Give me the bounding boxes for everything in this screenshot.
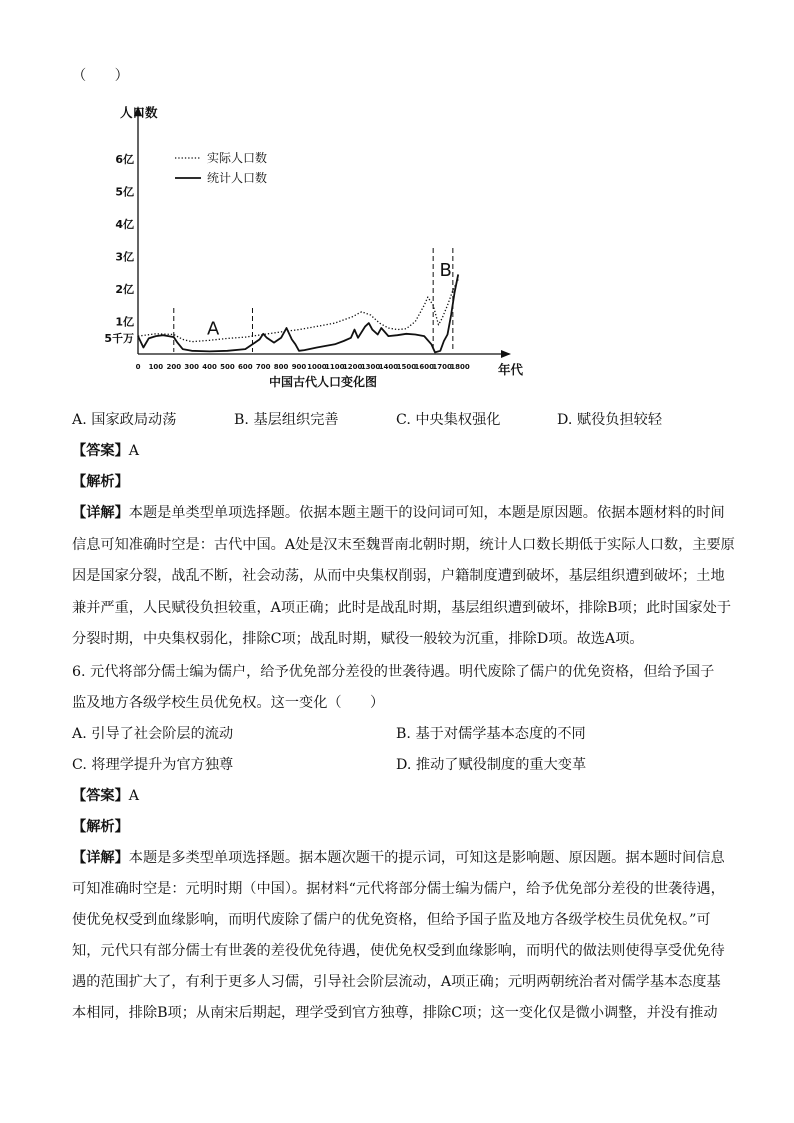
q5-analysis-line xyxy=(72,472,724,492)
x-tick-label: 700 xyxy=(255,363,271,371)
x-tick-label: 1700 xyxy=(432,363,452,371)
x-tick-label: 1600 xyxy=(414,363,434,371)
chart-title: 中国古代人口变化图 xyxy=(269,375,378,389)
chart-series xyxy=(138,260,458,352)
x-tick-label: 1300 xyxy=(360,363,381,371)
q6-answer-value: A xyxy=(128,788,140,804)
y-tick-label: 6亿 xyxy=(115,153,134,166)
chart-x-ticks xyxy=(136,363,470,371)
chart-y-axis-label: 人口数 xyxy=(120,105,158,120)
option-c: C. 中央集权强化 xyxy=(396,412,501,428)
option-b: B. 基于对儒学基本态度的不同 xyxy=(396,726,586,742)
text-line: 监及地方各级学校生员优免权。这一变化（ ） xyxy=(72,695,385,711)
option-c: C. 将理学提升为官方独尊 xyxy=(72,757,234,773)
text-line: 【详解】本题是多类型单项选择题。据本题次题干的提示词，可知这是影响题、原因题。据本题时间信息 xyxy=(72,850,725,866)
chart-legend xyxy=(175,150,267,185)
text-line: 遇的范围扩大了，有利于更多人习儒，引导社会阶层流动，A项正确；元明两朝统治者对儒学基本态度基 xyxy=(72,974,721,990)
chart-y-ticks xyxy=(104,152,134,345)
legend-label: 统计人口数 xyxy=(207,171,268,185)
x-axis-arrow xyxy=(501,350,511,358)
text-line: 可知准确时空是：元明时期（中国）。据材料“元代将部分儒士编为儒户，给予优免部分差役的世袭待遇， xyxy=(72,881,725,897)
option-a: A. 国家政局动荡 xyxy=(72,412,177,428)
x-tick-label: 300 xyxy=(184,363,199,371)
y-tick-label: 2亿 xyxy=(115,283,134,296)
text-line: 【详解】本题是单类型单项选择题。依据本题主题干的设问词可知，本题是原因题。依据本题材料的时间 xyxy=(72,505,725,521)
text-line: 因是国家分裂，战乱不断，社会动荡，从而中央集权削弱，户籍制度遭到破坏，基层组织遭到破坏；土地 xyxy=(72,568,725,584)
q5-answer-value: A xyxy=(128,443,140,459)
option-d: D. 赋役负担较轻 xyxy=(557,412,663,428)
answer-tag: 【答案】 xyxy=(72,443,129,459)
q6-analysis-line xyxy=(72,817,724,837)
x-tick-label: 0 xyxy=(135,363,141,371)
x-tick-label: 500 xyxy=(220,363,235,371)
x-tick-label: 900 xyxy=(291,363,307,371)
analysis-tag: 【解析】 xyxy=(72,819,129,835)
x-tick-label: 800 xyxy=(273,363,289,371)
option-a: A. 引导了社会阶层的流动 xyxy=(72,726,234,742)
x-tick-label: 1500 xyxy=(396,363,417,371)
chart-annotation-label: B xyxy=(439,260,452,281)
q5-stem-bracket: （ ） xyxy=(72,68,129,84)
series-line-actual-population xyxy=(138,279,458,341)
text-line: 6. 元代将部分儒士编为儒户，给予优免部分差役的世袭待遇。明代废除了儒户的优免资格，但给予国子 xyxy=(72,664,715,680)
chart-axes xyxy=(134,106,511,358)
answer-tag: 【答案】 xyxy=(72,788,129,804)
detail-tag: 【详解】 xyxy=(72,505,129,521)
text-line: 分裂时期，中央集权弱化，排除C项；战乱时期，赋役一般较为沉重，排除D项。故选A项。 xyxy=(72,631,644,647)
text-line: 知，元代只有部分儒士有世袭的差役优免待遇，使优免权受到血缘影响，而明代的做法则使得享受优免待 xyxy=(72,943,725,959)
legend-label: 实际人口数 xyxy=(207,151,268,165)
detail-tag: 【详解】 xyxy=(72,850,129,866)
text-line: 本相同，排除B项；从南宋后期起，理学受到官方独尊，排除C项；这一变化仅是微小调整，并没有推动 xyxy=(72,1005,718,1021)
y-tick-label: 1亿 xyxy=(115,315,134,329)
x-tick-label: 1400 xyxy=(378,363,399,371)
text-line: 兼并严重，人民赋役负担较重，A项正确；此时是战乱时期，基层组织遭到破坏，排除B项；此时国家处于 xyxy=(72,599,732,616)
chart-x-axis-label: 年代 xyxy=(498,362,524,377)
x-tick-label: 1000 xyxy=(307,363,327,371)
option-d: D. 推动了赋役制度的重大变革 xyxy=(396,757,587,773)
y-tick-label: 4亿 xyxy=(115,218,134,231)
x-tick-label: 200 xyxy=(166,363,182,371)
population-chart xyxy=(85,96,545,396)
x-tick-label: 600 xyxy=(238,363,253,371)
y-tick-label: 5亿 xyxy=(115,185,134,199)
chart-annotation-label: A xyxy=(206,318,220,340)
y-tick-label: 3亿 xyxy=(115,250,134,264)
analysis-tag: 【解析】 xyxy=(72,474,129,490)
x-tick-label: 100 xyxy=(148,363,164,371)
x-tick-label: 400 xyxy=(202,363,217,371)
q5-answer-line xyxy=(72,441,724,461)
x-tick-label: 1800 xyxy=(450,363,470,371)
text-line: 使优免权受到血缘影响，而明代废除了儒户的优免资格，但给予国子监及地方各级学校生员优免权。”可 xyxy=(72,912,711,928)
y-tick-label: 5千万 xyxy=(104,331,134,345)
x-tick-label: 1200 xyxy=(342,363,363,371)
q6-answer-line xyxy=(72,786,724,806)
text-line: 信息可知准确时空是：古代中国。A处是汉末至魏晋南北朝时期，统计人口数长期低于实际人口数，主要原 xyxy=(72,536,735,553)
x-tick-label: 1100 xyxy=(325,363,345,371)
option-b: B. 基层组织完善 xyxy=(234,412,339,428)
